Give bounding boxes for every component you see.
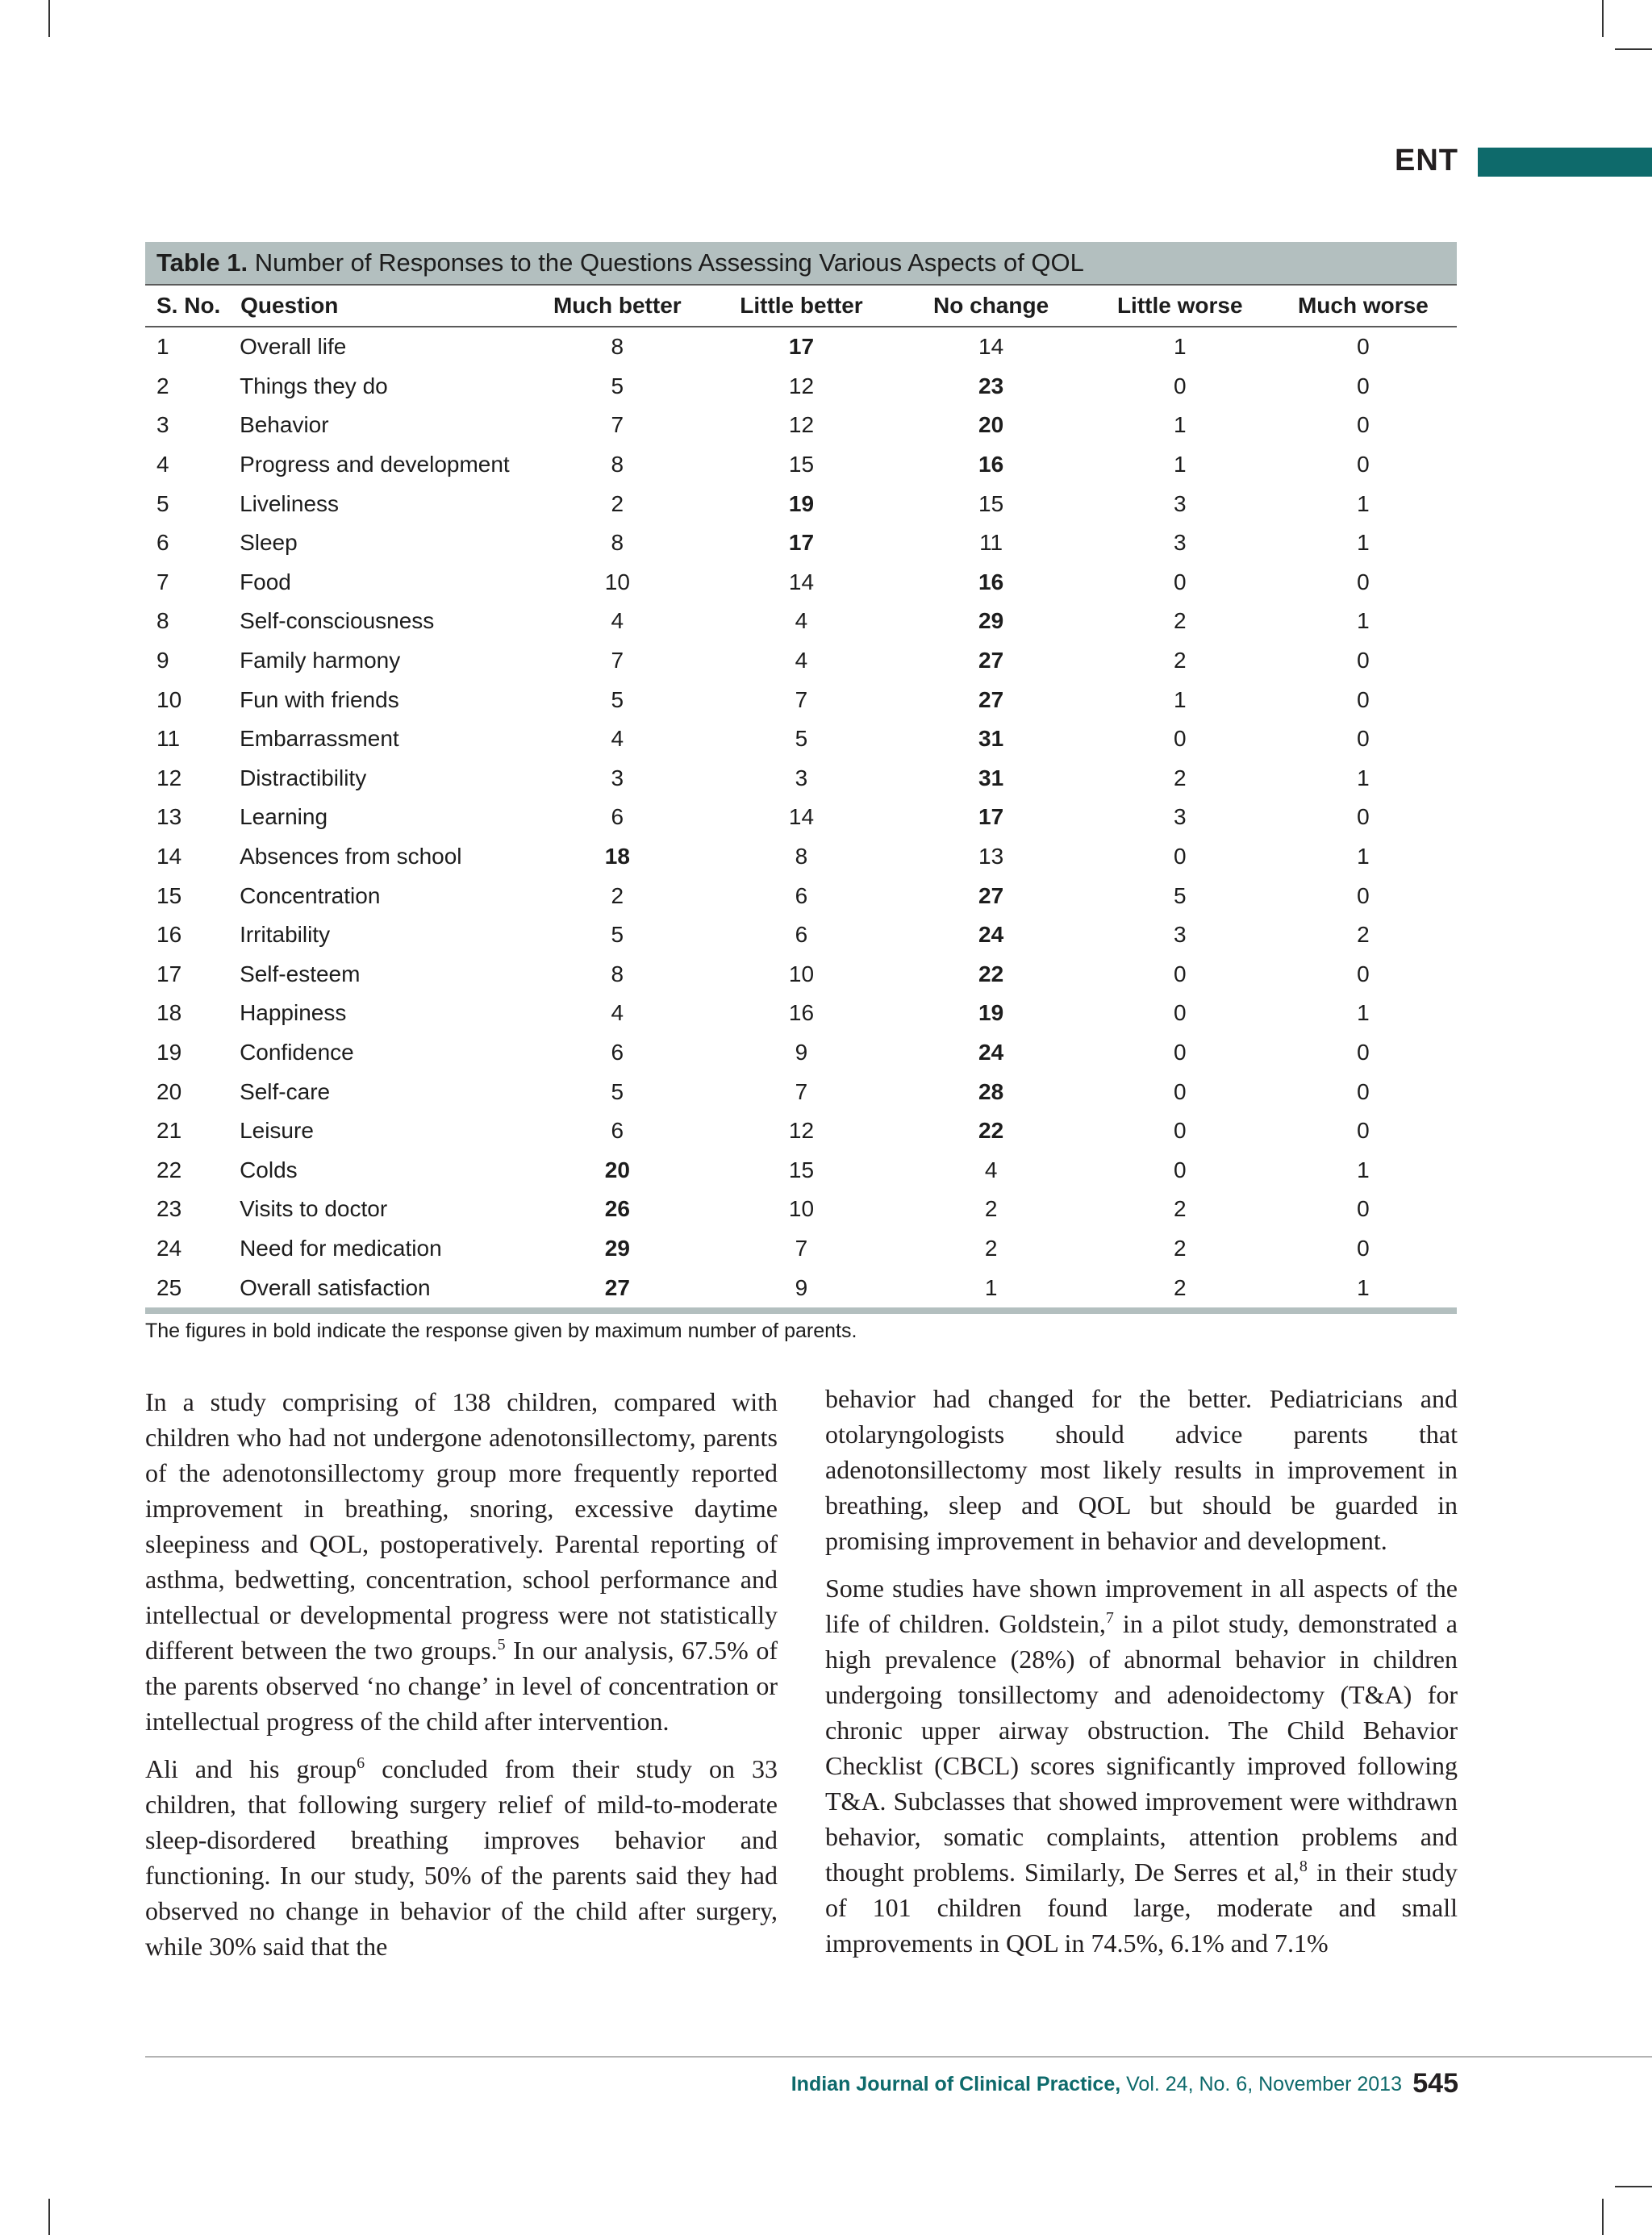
response-count-cell: 29 [978, 608, 1004, 634]
row-number: 2 [156, 373, 169, 398]
paragraph [145, 1384, 778, 1739]
table-row [145, 484, 1457, 523]
response-count-cell: 0 [1173, 1000, 1187, 1026]
response-count-cell: 4 [795, 648, 808, 673]
response-count-cell: 7 [795, 686, 808, 712]
table-row [145, 915, 1457, 955]
response-count-cell: 12 [788, 412, 815, 438]
question-cell: Overall satisfaction [240, 1274, 431, 1300]
table-row [145, 759, 1457, 799]
response-count-cell: 10 [604, 569, 630, 594]
response-count-cell: 3 [1173, 922, 1187, 948]
table-footnote: The figures in bold indicate the response given by maximum number of parents. [145, 1320, 857, 1342]
response-count-cell: 0 [1357, 569, 1370, 594]
reference-8[interactable]: 8 [1299, 1858, 1308, 1875]
journal-name: Indian Journal of Clinical Practice, [791, 2073, 1121, 2095]
question-cell: Learning [240, 804, 328, 830]
row-number: 22 [156, 1157, 182, 1182]
response-count-cell: 2 [1357, 922, 1370, 948]
response-count-cell: 0 [1173, 1039, 1187, 1065]
question-cell: Progress and development [240, 452, 510, 477]
response-count-cell: 8 [611, 334, 624, 360]
table-row [145, 719, 1457, 759]
response-count-cell: 17 [978, 804, 1004, 830]
response-count-cell: 9 [795, 1274, 808, 1300]
text-run: in a pilot study, demonstrated a high prevalence (28%) of abnormal behavior in children undergoing tonsillectomy and adenoidectomy (T&A) for chronic upper airway obstruction. The Child Behavior Checklist (CBCL) scores significantly improved following T&A. Subclasses that showed improvement were withdrawn behavior, somatic complaints, attention problems and thought problems. Similarly, De Serres et al, [825, 1609, 1458, 1887]
response-count-cell: 6 [611, 804, 624, 830]
question-cell: Confidence [240, 1039, 354, 1065]
table-row [145, 327, 1457, 367]
response-count-cell: 9 [795, 1039, 808, 1065]
response-count-cell: 14 [788, 804, 815, 830]
question-cell: Liveliness [240, 490, 340, 516]
response-count-cell: 7 [795, 1235, 808, 1261]
response-count-cell: 0 [1173, 961, 1187, 986]
response-count-cell: 12 [788, 373, 815, 398]
row-number: 15 [156, 882, 182, 908]
response-count-cell: 1 [1357, 530, 1370, 556]
response-count-cell: 17 [788, 334, 815, 360]
response-count-cell: 0 [1357, 961, 1370, 986]
response-count-cell: 11 [979, 530, 1003, 556]
question-cell: Sleep [240, 530, 298, 556]
row-number: 17 [156, 961, 182, 986]
response-count-cell: 22 [978, 961, 1004, 986]
response-count-cell: 1 [984, 1274, 998, 1300]
response-count-cell: 27 [978, 882, 1004, 908]
question-cell: Embarrassment [240, 726, 399, 752]
response-count-cell: 0 [1173, 844, 1187, 869]
column-header: Little worse [1091, 286, 1270, 327]
table-header-row [145, 286, 1457, 327]
column-header: No change [892, 286, 1091, 327]
response-count-cell: 6 [611, 1118, 624, 1144]
response-count-cell: 0 [1357, 334, 1370, 360]
response-count-cell: 1 [1357, 844, 1370, 869]
response-count-cell: 13 [978, 844, 1004, 869]
row-number: 20 [156, 1078, 182, 1104]
response-count-cell: 10 [788, 961, 815, 986]
response-count-cell: 0 [1357, 726, 1370, 752]
row-number: 11 [156, 726, 181, 752]
response-count-cell: 23 [978, 373, 1004, 398]
response-count-cell: 8 [611, 452, 624, 477]
response-count-cell: 0 [1357, 686, 1370, 712]
table-row [145, 798, 1457, 837]
column-header: Much worse [1270, 286, 1457, 327]
table-row [145, 523, 1457, 563]
table-row [145, 1229, 1457, 1269]
column-header: Question [240, 286, 524, 327]
text-run: In our analysis, 67.5% of the parents observed ‘no change’ in level of concentration or intellectual progress of the child after intervention. [145, 1636, 778, 1736]
response-count-cell: 0 [1357, 1118, 1370, 1144]
response-count-cell: 8 [795, 844, 808, 869]
response-count-cell: 3 [1173, 804, 1187, 830]
response-count-cell: 0 [1357, 1039, 1370, 1065]
row-number: 14 [156, 844, 182, 869]
table-row [145, 955, 1457, 994]
response-count-cell: 26 [604, 1196, 630, 1222]
response-count-cell: 0 [1357, 1235, 1370, 1261]
response-count-cell: 20 [978, 412, 1004, 438]
response-count-cell: 0 [1357, 373, 1370, 398]
text-run: In a study comprising of 138 children, compared with children who had not undergone adenotonsillectomy, parents of the adenotonsillectomy group more frequently reported improvement in breathing, snoring, excessive daytime sleepiness and QOL, postoperatively. Parental reporting of asthma, bedwetting, concentration, school performance and intellectual or developmental progress were not statistically different between the two groups. [145, 1387, 778, 1665]
table-row [145, 1190, 1457, 1229]
row-number: 18 [156, 1000, 182, 1026]
response-count-cell: 15 [788, 452, 815, 477]
question-cell: Behavior [240, 412, 329, 438]
response-count-cell: 5 [611, 922, 624, 948]
response-count-cell: 0 [1357, 1196, 1370, 1222]
question-cell: Irritability [240, 922, 331, 948]
response-count-cell: 24 [978, 1039, 1004, 1065]
response-count-cell: 7 [611, 648, 624, 673]
crop-mark [48, 2199, 50, 2235]
response-count-cell: 0 [1173, 1078, 1187, 1104]
journal-issue: Vol. 24, No. 6, November 2013 [1120, 2073, 1402, 2095]
question-cell: Leisure [240, 1118, 314, 1144]
response-count-cell: 3 [795, 765, 808, 790]
text-run: in their study of 101 children found large, moderate and small improvements in QOL in 74.5%, 6.1% and 7.1% [825, 1858, 1458, 1958]
response-count-cell: 1 [1357, 1157, 1370, 1182]
response-count-cell: 2 [984, 1196, 998, 1222]
paragraph [825, 1570, 1458, 1961]
table-bottom-rule [145, 1307, 1457, 1314]
column-header: Little better [711, 286, 891, 327]
crop-mark [1602, 0, 1604, 37]
table-row [145, 680, 1457, 719]
section-tag: ENT [1395, 144, 1458, 177]
row-number: 16 [156, 922, 182, 948]
question-cell: Things they do [240, 373, 388, 398]
qol-table [145, 242, 1457, 1314]
question-cell: Family harmony [240, 648, 401, 673]
table-row [145, 1072, 1457, 1111]
response-count-cell: 29 [604, 1235, 630, 1261]
response-count-cell: 8 [611, 530, 624, 556]
question-cell: Self-care [240, 1078, 331, 1104]
row-number: 19 [156, 1039, 182, 1065]
row-number: 10 [156, 686, 182, 712]
response-count-cell: 8 [611, 961, 624, 986]
crop-mark [1615, 2186, 1652, 2187]
journal-footer [791, 2073, 1402, 2096]
text-run: Some studies have shown improvement in all aspects of the life of children. Goldstein, [825, 1574, 1458, 1638]
text-run: Ali and his group [145, 1754, 357, 1783]
response-count-cell: 0 [1357, 882, 1370, 908]
response-count-cell: 16 [978, 569, 1004, 594]
response-count-cell: 15 [788, 1157, 815, 1182]
table-row [145, 876, 1457, 915]
response-count-cell: 17 [788, 530, 815, 556]
table-row [145, 602, 1457, 641]
reference-5[interactable]: 5 [497, 1636, 506, 1653]
response-count-cell: 18 [604, 844, 630, 869]
response-count-cell: 14 [788, 569, 815, 594]
crop-mark [1615, 48, 1652, 50]
section-color-bar [1478, 148, 1652, 177]
response-count-cell: 6 [795, 882, 808, 908]
question-cell: Overall life [240, 334, 347, 360]
column-header: S. No. [145, 286, 240, 327]
response-count-cell: 2 [1173, 1196, 1187, 1222]
right-column [825, 1381, 1458, 1973]
table-grid [145, 286, 1457, 1307]
response-count-cell: 5 [611, 1078, 624, 1104]
crop-mark [1602, 2199, 1604, 2235]
row-number: 8 [156, 608, 169, 634]
table-row [145, 406, 1457, 445]
response-count-cell: 15 [978, 490, 1004, 516]
table-row [145, 837, 1457, 877]
response-count-cell: 1 [1357, 765, 1370, 790]
table-row [145, 563, 1457, 603]
text-run: concluded from their study on 33 children, that following surgery relief of mild-to-moderate sleep-disordered breathing improves behavior and functioning. In our study, 50% of the parents said they had observed no change in behavior of the child after surgery, while 30% said that the [145, 1754, 778, 1961]
response-count-cell: 6 [795, 922, 808, 948]
table-row [145, 994, 1457, 1033]
table-label: Table 1. [156, 248, 248, 277]
response-count-cell: 5 [611, 686, 624, 712]
row-number: 13 [156, 804, 182, 830]
row-number: 4 [156, 452, 169, 477]
row-number: 9 [156, 648, 169, 673]
response-count-cell: 14 [978, 334, 1004, 360]
response-count-cell: 2 [1173, 1235, 1187, 1261]
paragraph [145, 1751, 778, 1964]
row-number: 12 [156, 765, 182, 790]
response-count-cell: 0 [1173, 373, 1187, 398]
response-count-cell: 1 [1357, 1000, 1370, 1026]
response-count-cell: 27 [978, 686, 1004, 712]
question-cell: Visits to doctor [240, 1196, 388, 1222]
question-cell: Self-consciousness [240, 608, 435, 634]
response-count-cell: 0 [1173, 1157, 1187, 1182]
row-number: 1 [156, 334, 169, 360]
table-caption [145, 242, 1457, 286]
response-count-cell: 5 [611, 373, 624, 398]
response-count-cell: 2 [984, 1235, 998, 1261]
response-count-cell: 4 [611, 726, 624, 752]
table-title: Number of Responses to the Questions Assessing Various Aspects of QOL [254, 248, 1084, 277]
row-number: 3 [156, 412, 169, 438]
response-count-cell: 10 [788, 1196, 815, 1222]
question-cell: Happiness [240, 1000, 347, 1026]
response-count-cell: 4 [984, 1157, 998, 1182]
question-cell: Distractibility [240, 765, 367, 790]
response-count-cell: 6 [611, 1039, 624, 1065]
response-count-cell: 0 [1173, 726, 1187, 752]
response-count-cell: 0 [1173, 569, 1187, 594]
response-count-cell: 31 [978, 765, 1004, 790]
response-count-cell: 3 [1173, 490, 1187, 516]
response-count-cell: 0 [1357, 452, 1370, 477]
response-count-cell: 2 [1173, 648, 1187, 673]
row-number: 6 [156, 530, 169, 556]
response-count-cell: 28 [978, 1078, 1004, 1104]
question-cell: Self-esteem [240, 961, 361, 986]
response-count-cell: 5 [795, 726, 808, 752]
reference-6[interactable]: 6 [357, 1754, 365, 1772]
row-number: 7 [156, 569, 169, 594]
question-cell: Need for medication [240, 1235, 442, 1261]
response-count-cell: 7 [611, 412, 624, 438]
row-number: 24 [156, 1235, 182, 1261]
row-number: 23 [156, 1196, 182, 1222]
response-count-cell: 1 [1357, 1274, 1370, 1300]
response-count-cell: 4 [611, 1000, 624, 1026]
response-count-cell: 0 [1357, 648, 1370, 673]
table-row [145, 1150, 1457, 1190]
response-count-cell: 2 [1173, 608, 1187, 634]
response-count-cell: 20 [604, 1157, 630, 1182]
response-count-cell: 4 [611, 608, 624, 634]
response-count-cell: 1 [1173, 334, 1187, 360]
left-column [145, 1384, 778, 1976]
footer-rule [145, 2056, 1652, 2058]
response-count-cell: 19 [788, 490, 815, 516]
table-row [145, 1268, 1457, 1307]
response-count-cell: 2 [611, 882, 624, 908]
row-number: 25 [156, 1274, 182, 1300]
table-row [145, 1033, 1457, 1073]
response-count-cell: 1 [1173, 452, 1187, 477]
table-row [145, 367, 1457, 407]
table-row [145, 445, 1457, 485]
response-count-cell: 31 [978, 726, 1004, 752]
response-count-cell: 0 [1357, 1078, 1370, 1104]
row-number: 21 [156, 1118, 182, 1144]
response-count-cell: 0 [1173, 1118, 1187, 1144]
table-row [145, 641, 1457, 681]
response-count-cell: 1 [1357, 490, 1370, 516]
column-header: Much better [524, 286, 711, 327]
response-count-cell: 3 [1173, 530, 1187, 556]
response-count-cell: 12 [788, 1118, 815, 1144]
response-count-cell: 27 [978, 648, 1004, 673]
response-count-cell: 1 [1173, 412, 1187, 438]
response-count-cell: 16 [978, 452, 1004, 477]
response-count-cell: 7 [795, 1078, 808, 1104]
response-count-cell: 0 [1357, 804, 1370, 830]
response-count-cell: 16 [788, 1000, 815, 1026]
question-cell: Fun with friends [240, 686, 399, 712]
response-count-cell: 22 [978, 1118, 1004, 1144]
response-count-cell: 1 [1173, 686, 1187, 712]
table-body [145, 327, 1457, 1307]
paragraph: behavior had changed for the better. Pediatricians and otolaryngologists should advice parents that adenotonsillectomy most likely results in improvement in breathing, sleep and QOL but should be guarded in promising improvement in behavior and development. [825, 1384, 1458, 1555]
response-count-cell: 27 [604, 1274, 630, 1300]
response-count-cell: 0 [1357, 412, 1370, 438]
response-count-cell: 19 [978, 1000, 1004, 1026]
row-number: 5 [156, 490, 169, 516]
response-count-cell: 2 [1173, 765, 1187, 790]
question-cell: Food [240, 569, 291, 594]
crop-mark [48, 0, 50, 37]
response-count-cell: 2 [1173, 1274, 1187, 1300]
response-count-cell: 3 [611, 765, 624, 790]
response-count-cell: 24 [978, 922, 1004, 948]
response-count-cell: 1 [1357, 608, 1370, 634]
reference-7[interactable]: 7 [1105, 1609, 1114, 1627]
question-cell: Absences from school [240, 844, 462, 869]
response-count-cell: 4 [795, 608, 808, 634]
table-row [145, 1111, 1457, 1151]
question-cell: Colds [240, 1157, 298, 1182]
question-cell: Concentration [240, 882, 381, 908]
response-count-cell: 2 [611, 490, 624, 516]
page-number: 545 [1412, 2068, 1458, 2099]
response-count-cell: 5 [1173, 882, 1187, 908]
